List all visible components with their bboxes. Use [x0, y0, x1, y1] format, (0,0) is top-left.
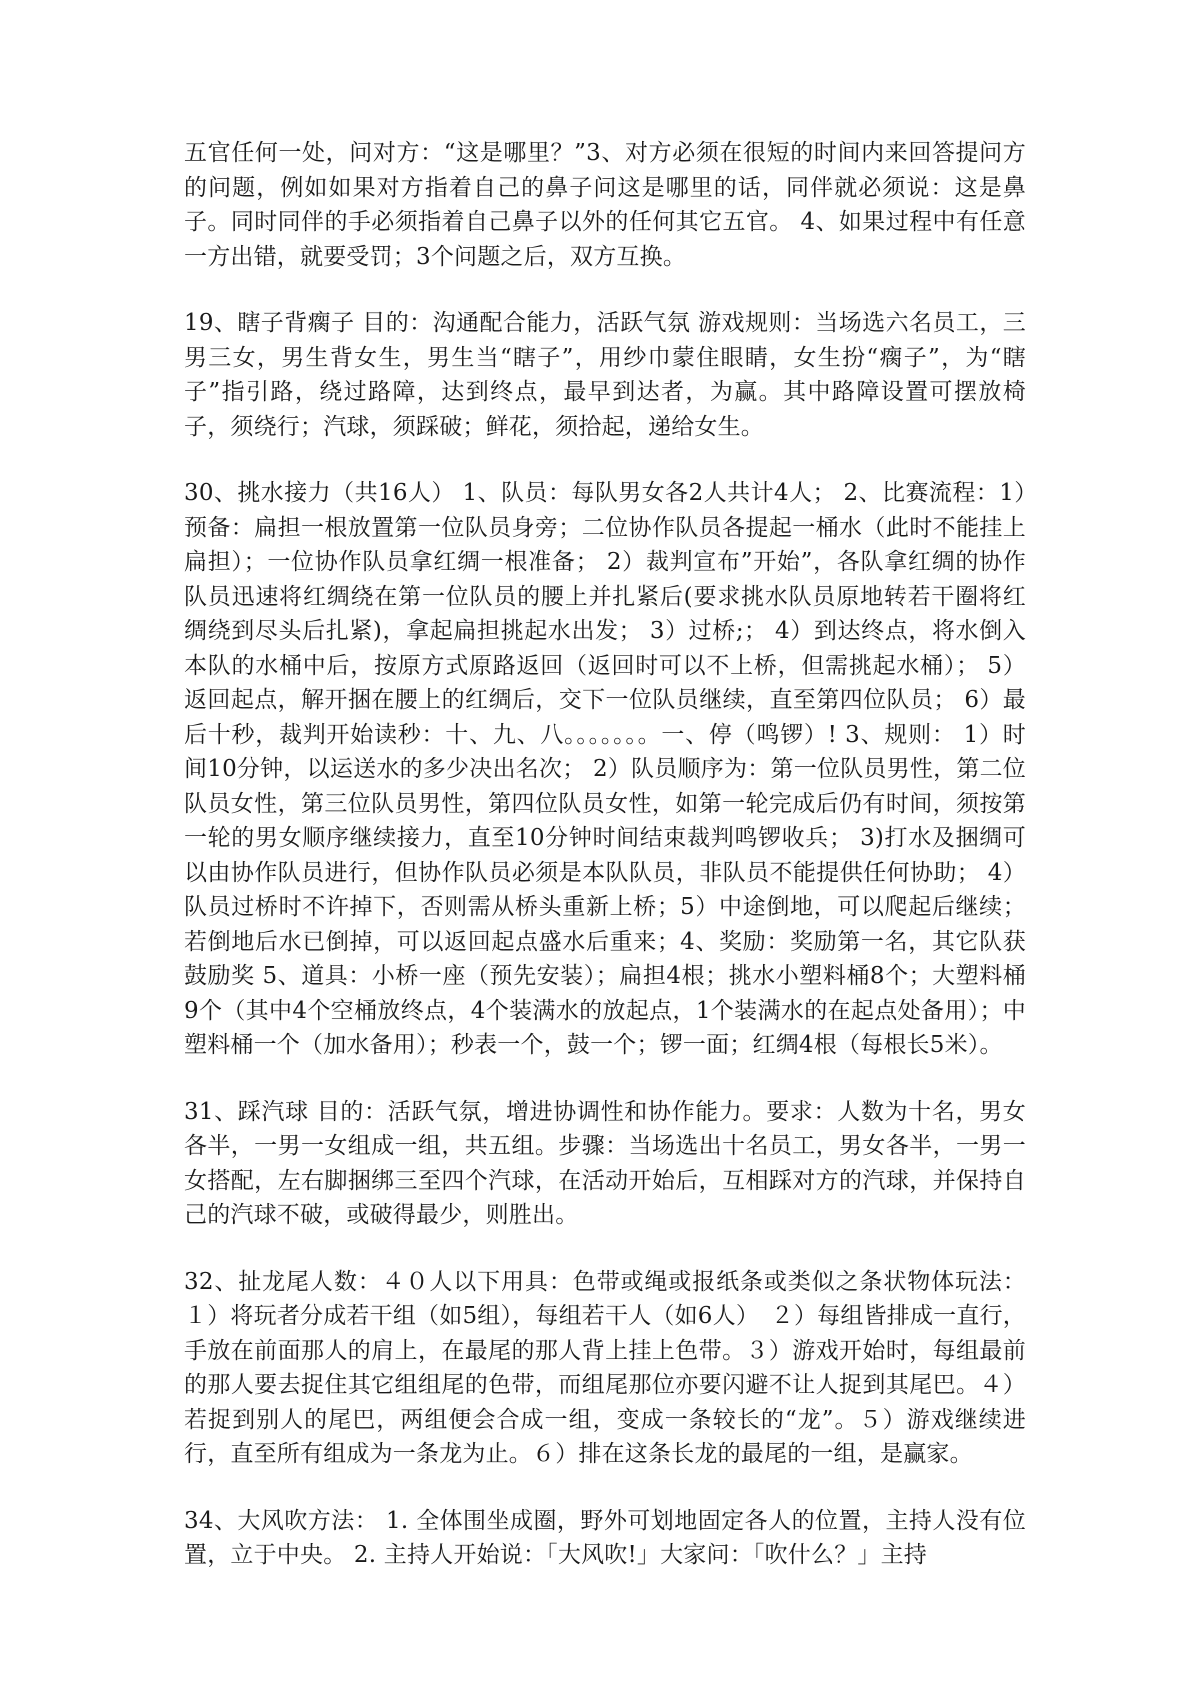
paragraph-game-19: 19、瞎子背瘸子 目的：沟通配合能力，活跃气氛 游戏规则：当场选六名员工，三男三女，男生背女生，男生当“瞎子”，用纱巾蒙住眼睛，女生扮“瘸子”，为“瞎子”指引路，绕过路障，达到终点，最早到达者，为赢。其中路障设置可摆放椅子，须绕行；汽球，须踩破；鲜花，须拾起，递给女生。 — [184, 310, 1026, 440]
paragraph-intro-continued: 五官任何一处，问对方：“这是哪里？”3、对方必须在很短的时间内来回答提问方的问题，例如如果对方指着自己的鼻子问这是哪里的话，同伴就必须说：这是鼻子。同时同伴的手必须指着自己鼻子以外的任何其它五官。 4、如果过程中有任意一方出错，就要受罚；3个问题之后，双方互换。 — [184, 140, 1026, 270]
paragraph-game-31: 31、踩汽球 目的：活跃气氛，增进协调性和协作能力。要求：人数为十名，男女各半，一男一女组成一组，共五组。步骤：当场选出十名员工，男女各半，一男一女搭配，左右脚捆绑三至四个汽球，在活动开始后，互相踩对方的汽球，并保持自己的汽球不破，或破得最少，则胜出。 — [184, 1098, 1026, 1228]
paragraph-game-30: 30、挑水接力（共16人） 1、队员：每队男女各2人共计4人； 2、比赛流程：1）预备：扁担一根放置第一位队员身旁；二位协作队员各提起一桶水（此时不能挂上扁担）；一位协作队员拿红绸一根准备； 2）裁判宣布”开始”，各队拿红绸的协作队员迅速将红绸绕在第一位队员的腰上并扎紧后(要求挑水队员原地转若干圈将红绸绕到尽头后扎紧)，拿起扁担挑起水出发； 3）过桥;； 4）到达终点，将水倒入本队的水桶中后，按原方式原路返回（返回时可以不上桥，但需挑起水桶）； 5）返回起点，解开捆在腰上的红绸后，交下一位队员继续，直至第四位队员； 6）最后十秒，裁判开始读秒：十、九、八。。。。。。。一、停（鸣锣）! 3、规则： 1）时间10分钟，以运送水的多少决出名次； 2）队员顺序为：第一位队员男性，第二位队员女性，第三位队员男性，第四位队员女性，如第一轮完成后仍有时间，须按第一轮的男女顺序继续接力，直至10分钟时间结束裁判鸣锣收兵； 3)打水及捆绸可以由协作队员进行，但协作队员必须是本队队员，非队员不能提供任何协助； 4）队员过桥时不许掉下，否则需从桥头重新上桥；5）中途倒地，可以爬起后继续；若倒地后水已倒掉，可以返回起点盛水后重来；4、奖励：奖励第一名，其它队获鼓励奖 5、道具：小桥一座（预先安装）；扁担4根；挑水小塑料桶8个；大塑料桶9个（其中4个空桶放终点，4个装满水的放起点，1个装满水的在起点处备用）；中塑料桶一个（加水备用）；秒表一个，鼓一个；锣一面；红绸4根（每根长5米）。 — [184, 480, 1026, 1058]
paragraph-game-32: 32、扯龙尾人数：４０人以下用具：色带或绳或报纸条或类似之条状物体玩法：１）将玩者分成若干组（如5组），每组若干人（如6人） ２）每组皆排成一直行，手放在前面那人的肩上，在最尾的那人背上挂上色带。３）游戏开始时，每组最前的那人要去捉住其它组组尾的色带，而组尾那位亦要闪避不让人捉到其尾巴。４）若捉到别人的尾巴，两组便会合成一组，变成一条较长的“龙”。５）游戏继续进行，直至所有组成为一条龙为止。６）排在这条长龙的最尾的一组，是赢家。 — [184, 1268, 1026, 1467]
paragraph-game-34: 34、大风吹方法： 1. 全体围坐成圈，野外可划地固定各人的位置，主持人没有位置，立于中央。 2. 主持人开始说：「大风吹!」大家问：「吹什么？」主持 — [184, 1507, 1026, 1568]
document-body — [184, 136, 1026, 1573]
